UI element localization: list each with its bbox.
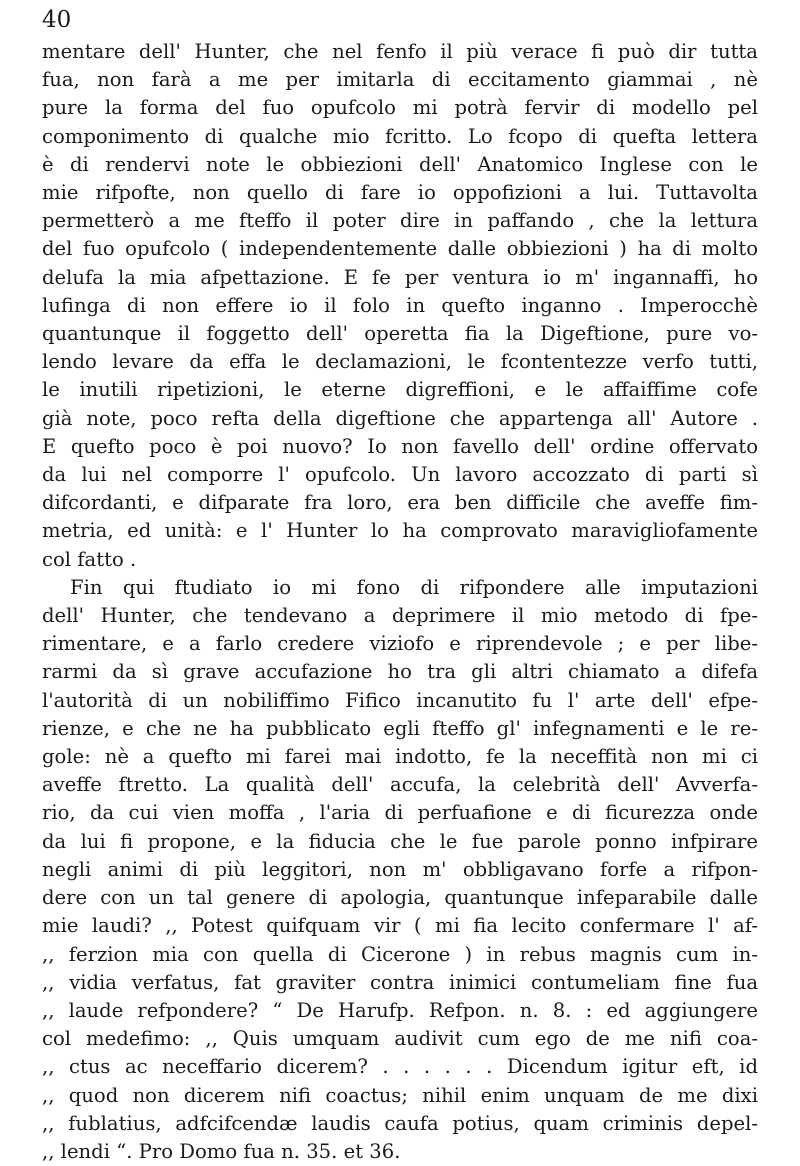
text-line: col medefimo: ,, Quis umquam audivit cum ego de me nifi coa- [42,1027,758,1051]
paragraph-end-line: col fatto . [42,547,137,571]
text-line: da lui nel comporre l' opufcolo. Un lavoro accozzato di parti sì [42,463,758,487]
text-line: E quefto poco è poi nuovo? Io non favello dell' ordine offervato [42,434,758,458]
body-text [42,38,758,1166]
page-number: 40 [42,7,72,33]
text-line: lufinga di non effere io il folo in quefto inganno . Imperocchè [42,293,758,317]
text-line: dell' Hunter, che tendevano a deprimere il mio metodo di fpe- [42,604,758,628]
quote-line: ,, ctus ac neceffario dicerem? . . . . . . Dicendum igitur eft, id [42,1055,758,1079]
text-line: rienze, e che ne ha pubblicato egli fteffo gl' infegnamenti e le re- [42,716,758,740]
text-line: è di rendervi note le obbiezioni dell' Anatomico Inglese con le [42,152,758,176]
text-line: difcordanti, e difparate fra loro, era ben difficile che aveffe fim- [42,491,758,515]
text-line: già note, poco refta della digeftione che appartenga all' Autore . [42,406,758,430]
quote-line: ,, fublatius, adfcifcendæ laudis caufa potius, quam criminis depel- [42,1111,758,1135]
text-line: del fuo opufcolo ( independentemente dalle obbiezioni ) ha di molto [42,237,758,261]
text-line: mentare dell' Hunter, che nel fenfo il più verace fi può dir tutta [42,40,758,63]
text-line: fua, non farà a me per imitarla di eccitamento giammai , nè [42,68,758,92]
quote-line: ,, ferzion mia con quella di Cicerone ) in rebus magnis cum in- [42,942,758,966]
text-line: aveffe ftretto. La qualità dell' accufa, la celebrità dell' Avverfa- [42,773,758,797]
quote-line: ,, lendi “. Pro Domo fua n. 35. et 36. [42,1139,401,1163]
text-line: componimento di qualche mio fcritto. Lo fcopo di quefta lettera [42,124,758,148]
text-line: da lui fi propone, e la fiducia che le fue parole ponno infpirare [42,829,758,853]
text-line: l'autorità di un nobiliffimo Fifico incanutito fu l' arte dell' efpe- [42,688,758,712]
text-line: quantunque il foggetto dell' operetta fia la Digeftione, pure vo- [42,322,758,346]
text-line: mie laudi? ,, Potest quifquam vir ( mi fia lecito confermare l' af- [42,914,758,938]
quote-line: ,, quod non dicerem nifi coactus; nihil enim unquam de me dixi [42,1083,758,1107]
text-line: permetterò a me fteffo il poter dire in paffando , che la lettura [42,209,758,233]
text-line: dere con un tal genere di apologia, quantunque infeparabile dalle [42,886,758,910]
text-line: delufa la mia afpettazione. E fe per ventura io m' ingannaffi, ho [42,265,758,289]
text-line: negli animi di più leggitori, non m' obbligavano forfe a rifpon- [42,857,758,881]
text-line: mie rifpofte, non quello di fare io oppofizioni a lui. Tuttavolta [42,181,758,205]
text-line: rimentare, e a farlo credere viziofo e riprendevole ; e per libe- [42,632,758,656]
text-line: le inutili ripetizioni, le eterne digreffioni, e le affaiffime cofe [42,378,758,402]
text-line: pure la forma del fuo opufcolo mi potrà fervir di modello pel [42,96,758,120]
quote-line: ,, vidia verfatus, fat graviter contra inimici contumeliam fine fua [42,970,758,994]
text-line: rarmi da sì grave accufazione ho tra gli altri chiamato a difefa [42,660,758,684]
text-line: gole: nè a quefto mi farei mai indotto, fe la neceffità non mi ci [42,745,758,769]
text-line: metria, ed unità: e l' Hunter lo ha comprovato maravigliofamente [42,519,758,543]
quote-line: ,, laude refpondere? “ De Harufp. Refpon. n. 8. : ed aggiungere [42,998,758,1022]
paragraph-start-line: Fin qui ftudiato io mi fono di rifpondere alle imputazioni [70,575,758,599]
text-line: lendo levare da effa le declamazioni, le fcontentezze verfo tutti, [42,350,758,374]
text-line: rio, da cui vien moffa , l'aria di perfuafione e di ficurezza onde [42,801,758,825]
